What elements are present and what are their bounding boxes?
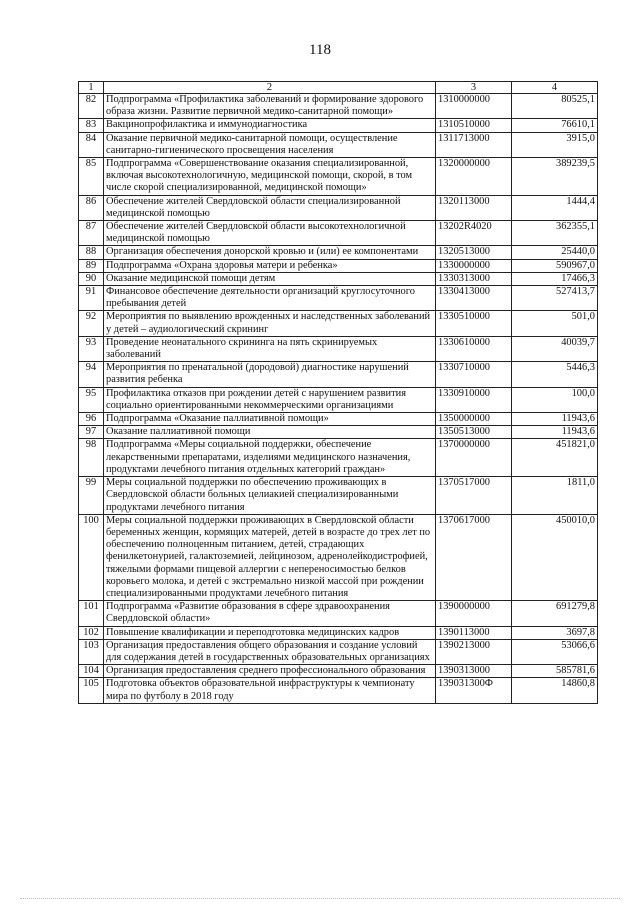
- header-col-4: 4: [512, 82, 598, 94]
- table-row: [79, 626, 598, 639]
- row-number: 82: [79, 94, 104, 119]
- row-amount: 5446,3: [512, 362, 598, 387]
- row-number: 101: [79, 601, 104, 626]
- row-code: 1330510000: [436, 311, 512, 336]
- row-code: 1370617000: [436, 514, 512, 600]
- row-amount: 14860,8: [512, 678, 598, 703]
- row-code: 1320000000: [436, 158, 512, 196]
- row-code: 1350000000: [436, 413, 512, 426]
- row-code: 1370517000: [436, 477, 512, 515]
- row-code: 139031300Ф: [436, 678, 512, 703]
- row-number: 86: [79, 195, 104, 220]
- row-code: 1320113000: [436, 195, 512, 220]
- row-name: Вакцинопрофилактика и иммунодиагностика: [104, 119, 436, 132]
- row-amount: 389239,5: [512, 158, 598, 196]
- table-row: [79, 413, 598, 426]
- row-code: 1330910000: [436, 387, 512, 412]
- row-name: Мероприятия по выявлению врожденных и наследственных заболеваний у детей – аудиологический скрининг: [104, 311, 436, 336]
- row-code: 1310000000: [436, 94, 512, 119]
- row-name: Подпрограмма «Профилактика заболеваний и формирование здорового образа жизни. Развитие первичной медико-санитарной помощи»: [104, 94, 436, 119]
- table-row: [79, 514, 598, 600]
- row-number: 100: [79, 514, 104, 600]
- table-row: [79, 132, 598, 157]
- row-number: 83: [79, 119, 104, 132]
- row-number: 96: [79, 413, 104, 426]
- row-code: 1390313000: [436, 665, 512, 678]
- row-amount: 1444,4: [512, 195, 598, 220]
- row-amount: 25440,0: [512, 246, 598, 259]
- table-row: [79, 272, 598, 285]
- row-number: 99: [79, 477, 104, 515]
- table-row: [79, 286, 598, 311]
- row-number: 84: [79, 132, 104, 157]
- table-row: [79, 259, 598, 272]
- row-number: 105: [79, 678, 104, 703]
- row-name: Подпрограмма «Совершенствование оказания специализированной, включая высокотехнологичную, медицинской помощи, скорой, в том числе скорой специализированной, медицинской помощи»: [104, 158, 436, 196]
- table-row: [79, 221, 598, 246]
- table-row: [79, 362, 598, 387]
- row-number: 103: [79, 639, 104, 664]
- row-code: 1370000000: [436, 439, 512, 477]
- row-code: 1320513000: [436, 246, 512, 259]
- row-number: 102: [79, 626, 104, 639]
- row-name: Финансовое обеспечение деятельности организаций круглосуточного пребывания детей: [104, 286, 436, 311]
- row-name: Оказание первичной медико-санитарной помощи, осуществление санитарно-гигиенического просвещения населения: [104, 132, 436, 157]
- table-row: [79, 387, 598, 412]
- row-amount: 362355,1: [512, 221, 598, 246]
- footer-divider: [20, 898, 620, 900]
- row-name: Подпрограмма «Развитие образования в сфере здравоохранения Свердловской области»: [104, 601, 436, 626]
- row-code: 1390000000: [436, 601, 512, 626]
- row-code: 1311713000: [436, 132, 512, 157]
- table-body: [79, 94, 598, 704]
- row-amount: 80525,1: [512, 94, 598, 119]
- row-amount: 3697,8: [512, 626, 598, 639]
- row-name: Организация предоставления общего образования и создание условий для содержания детей в государственных образовательных организациях: [104, 639, 436, 664]
- row-number: 88: [79, 246, 104, 259]
- row-code: 1390113000: [436, 626, 512, 639]
- row-code: 1390213000: [436, 639, 512, 664]
- row-number: 89: [79, 259, 104, 272]
- row-name: Меры социальной поддержки проживающих в Свердловской области беременных женщин, кормящих матерей, детей в возрасте до трех лет по обеспечению полноценным питанием, детей, страдающих фенилкетонурией, галактоземией, лейцинозом, адренолейкодистрофией, тяжелыми формами пищевой аллергии с непереносимостью белков коровьего молока, и детей с экстремально низкой массой при рождении специализированными продуктами лечебного питания: [104, 514, 436, 600]
- table-row: [79, 158, 598, 196]
- row-code: 1350513000: [436, 426, 512, 439]
- row-amount: 11943,6: [512, 426, 598, 439]
- row-amount: 53066,6: [512, 639, 598, 664]
- row-number: 90: [79, 272, 104, 285]
- row-name: Повышение квалификации и переподготовка медицинских кадров: [104, 626, 436, 639]
- page-number: 118: [309, 42, 331, 58]
- budget-table: [78, 81, 598, 704]
- row-code: 1330610000: [436, 336, 512, 361]
- row-code: 1330413000: [436, 286, 512, 311]
- row-name: Организация обеспечения донорской кровью и (или) ее компонентами: [104, 246, 436, 259]
- row-amount: 585781,6: [512, 665, 598, 678]
- table-row: [79, 426, 598, 439]
- row-name: Подготовка объектов образовательной инфраструктуры к чемпионату мира по футболу в 2018 году: [104, 678, 436, 703]
- row-number: 91: [79, 286, 104, 311]
- row-number: 94: [79, 362, 104, 387]
- row-amount: 450010,0: [512, 514, 598, 600]
- table-header-row: [79, 82, 598, 94]
- row-number: 95: [79, 387, 104, 412]
- row-amount: 40039,7: [512, 336, 598, 361]
- row-name: Мероприятия по пренатальной (дородовой) диагностике нарушений развития ребенка: [104, 362, 436, 387]
- row-name: Организация предоставления среднего профессионального образования: [104, 665, 436, 678]
- row-amount: 17466,3: [512, 272, 598, 285]
- row-number: 85: [79, 158, 104, 196]
- header-col-1: 1: [79, 82, 104, 94]
- row-name: Подпрограмма «Меры социальной поддержки, обеспечение лекарственными препаратами, изделиями медицинского назначения, продуктами лечебного питания отдельных категорий граждан»: [104, 439, 436, 477]
- row-name: Меры социальной поддержки по обеспечению проживающих в Свердловской области больных целиакией специализированными продуктами лечебного питания: [104, 477, 436, 515]
- header-col-3: 3: [436, 82, 512, 94]
- row-amount: 527413,7: [512, 286, 598, 311]
- table-row: [79, 601, 598, 626]
- row-code: 1310510000: [436, 119, 512, 132]
- header-col-2: 2: [104, 82, 436, 94]
- row-name: Оказание паллиативной помощи: [104, 426, 436, 439]
- row-amount: 76610,1: [512, 119, 598, 132]
- table-row: [79, 336, 598, 361]
- row-code: 13202R4020: [436, 221, 512, 246]
- row-code: 1330710000: [436, 362, 512, 387]
- table-row: [79, 439, 598, 477]
- table-row: [79, 639, 598, 664]
- row-amount: 3915,0: [512, 132, 598, 157]
- row-name: Подпрограмма «Оказание паллиативной помощи»: [104, 413, 436, 426]
- row-number: 104: [79, 665, 104, 678]
- row-number: 93: [79, 336, 104, 361]
- row-number: 98: [79, 439, 104, 477]
- row-name: Подпрограмма «Охрана здоровья матери и ребенка»: [104, 259, 436, 272]
- row-name: Оказание медицинской помощи детям: [104, 272, 436, 285]
- row-amount: 691279,8: [512, 601, 598, 626]
- table-row: [79, 246, 598, 259]
- table-row: [79, 311, 598, 336]
- row-name: Профилактика отказов при рождении детей с нарушением развития социально ориентированными некоммерческими организациями: [104, 387, 436, 412]
- row-amount: 1811,0: [512, 477, 598, 515]
- row-number: 87: [79, 221, 104, 246]
- row-amount: 501,0: [512, 311, 598, 336]
- row-code: 1330313000: [436, 272, 512, 285]
- row-amount: 451821,0: [512, 439, 598, 477]
- row-name: Обеспечение жителей Свердловской области специализированной медицинской помощью: [104, 195, 436, 220]
- table-row: [79, 94, 598, 119]
- row-amount: 11943,6: [512, 413, 598, 426]
- row-amount: 100,0: [512, 387, 598, 412]
- table-row: [79, 678, 598, 703]
- table-row: [79, 195, 598, 220]
- row-number: 92: [79, 311, 104, 336]
- row-name: Проведение неонатального скрининга на пять скринируемых заболеваний: [104, 336, 436, 361]
- table-row: [79, 477, 598, 515]
- row-code: 1330000000: [436, 259, 512, 272]
- row-number: 97: [79, 426, 104, 439]
- table-row: [79, 665, 598, 678]
- table-row: [79, 119, 598, 132]
- row-amount: 590967,0: [512, 259, 598, 272]
- row-name: Обеспечение жителей Свердловской области высокотехнологичной медицинской помощью: [104, 221, 436, 246]
